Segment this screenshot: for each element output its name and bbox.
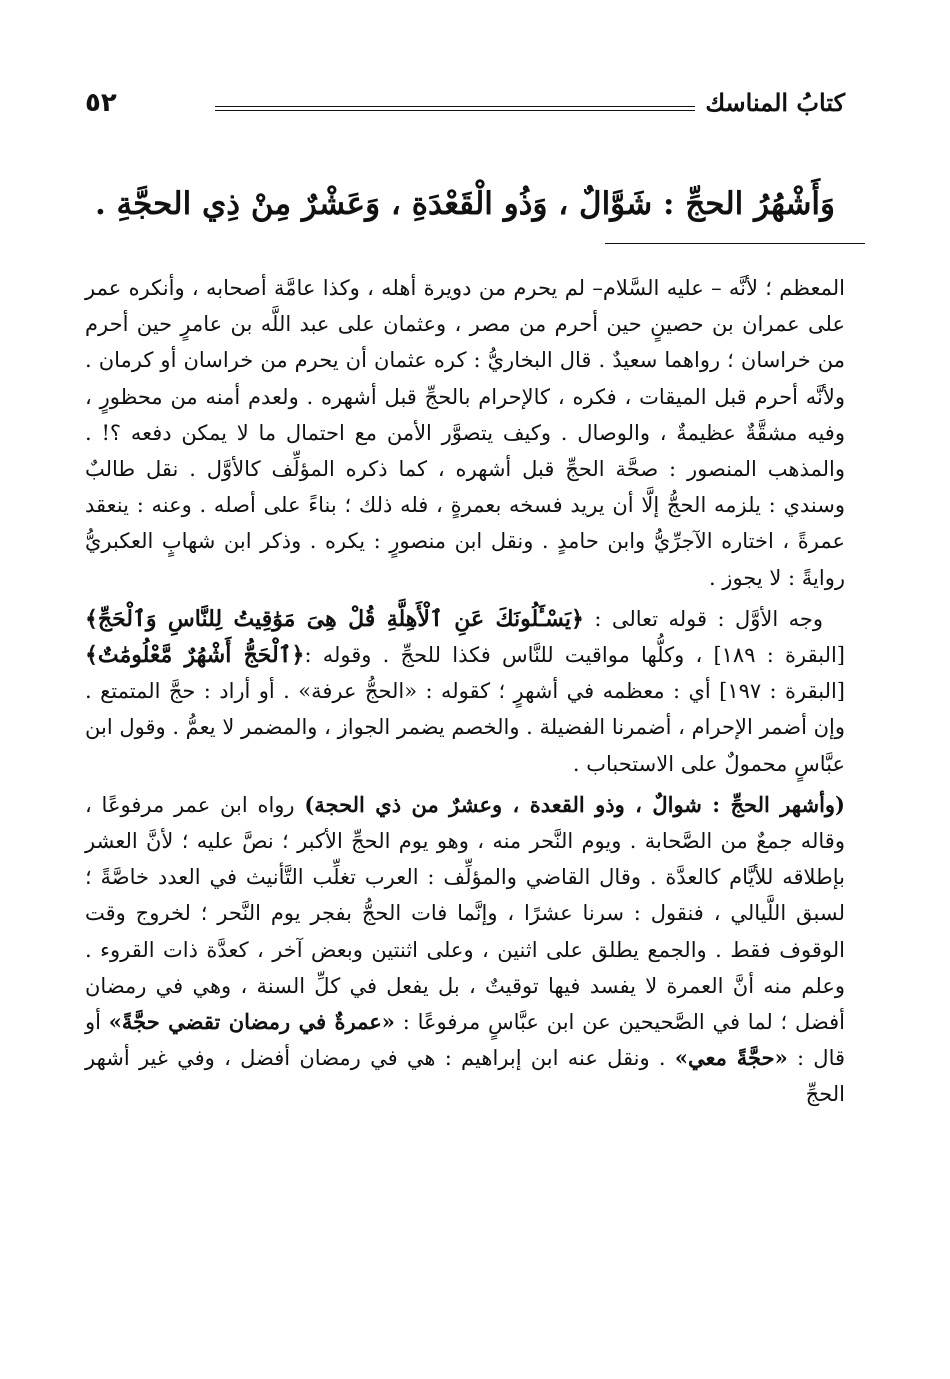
paragraph-1: المعظم ؛ لأنَّه – عليه السَّلام– لم يحرم من دويرة أهله ، وكذا عامَّة أصحابه ، وأنكره عمر على عمران بن حصينٍ حين أحرم من مصر ، وعثمان على عبد اللَّه بن عامرٍ حين أحرم من خراسان ؛ رواهما سعيدٌ . قال البخاريُّ : كره عثمان أن يحرم من خراسان أو كرمان . ولأنَّه أحرم قبل الميقات ، فكره ، كالإحرام بالحجِّ قبل أشهره . ولعدم أمنه من محظورٍ ، وفيه مشقَّةٌ عظيمةٌ ، والوصال . وكيف يتصوَّر الأمن مع احتمال ما لا يمكن دفعه ؟! . والمذهب المنصور : صحَّة الحجِّ قبل أشهره ، كما ذكره المؤلِّف كالأوَّل . نقل طالبٌ وسندي : يلزمه الحجُّ إلَّا أن يريد فسخه بعمرةٍ ، فله ذلك ؛ بناءً على أصله . وعنه : ينعقد عمرةً ، اختاره الآجرِّيُّ وابن حامدٍ . ونقل ابن منصورٍ : يكره . وذكر ابن شهابٍ العكبريُّ روايةً : لا يجوز . [85,276,845,590]
p3-matn-quote: (وأشهر الحجِّ : شوالٌ ، وذو القعدة ، وعشرٌ من ذي الحجة) [304,791,845,817]
hadith-quote-1: «عمرةٌ في رمضان تقضي حجَّةً» [108,1009,395,1035]
header-rule [215,106,695,111]
p2-text-a: وجه الأوَّل : قوله تعالى : [583,606,823,631]
hadith-quote-2: «حجَّةً معي» [674,1045,788,1071]
p3-text-a: رواه ابن عمر مرفوعًا ، وقاله جمعٌ من الصَّحابة . ويوم النَّحر منه ، وهو يوم الحجِّ الأكبر ؛ نصَّ عليه ؛ لأنَّ العشر بإطلاقه للأيَّام كالعدَّة . وقال القاضي والمؤلِّف : العرب تغلِّب التَّأنيث في العدد خاصَّةً ؛ لسبق اللَّيالي ، فنقول : سرنا عشرًا ، وإنَّما فات الحجُّ بفجر يوم النَّحر ؛ لخروج وقت الوقوف فقط . والجمع يطلق على اثنين ، وعلى اثنتين وبعض آخر ، كعدَّة ذات القروء . وعلم منه أنَّ العمرة لا يفسد فيها توقيتٌ ، بل يفعل في كلِّ السنة ، وهي في رمضان أفضل ؛ لما في الصَّحيحين عن ابن عبَّاسٍ مرفوعًا : [85,792,845,1035]
p3-text-b: أو قال : [85,1010,846,1071]
matn-text: وَأَشْهُرُ الحجِّ : شَوَّالٌ ، وَذُو الْقَعْدَةِ ، وَعَشْرٌ مِنْ ذِي الحجَّةِ . [94,186,836,222]
paragraph-3 [85,787,845,1113]
quran-verse-1: ﴿يَسْـَٔلُونَكَ عَنِ ٱلْأَهِلَّةِ قُلْ هِىَ مَوَٰقِيتُ لِلنَّاسِ وَٱلْحَجِّ﴾ [85,605,584,632]
quran-verse-2: ﴿ٱلْحَجُّ أَشْهُرٌ مَّعْلُومَٰتٌ﴾ [85,642,305,669]
book-title: كتابُ المناسك [705,88,845,117]
page-number: ٥٢ [85,88,117,118]
commentary-body [85,270,845,1118]
p2-text-b: [البقرة : ١٨٩] ، وكلُّها مواقيت للنَّاس فكذا للحجِّ . وقوله : [304,643,845,668]
p3-text-c: . ونقل عنه ابن إبراهيم : هي في رمضان أفضل ، وفي غير أشهر الحجِّ [85,1046,845,1107]
p2-text-c: [البقرة : ١٩٧] أي : معظمه في أشهرٍ ؛ كقوله : «الحجُّ عرفة» . أو أراد : حجَّ المتمتع . وإن أضمر الإحرام ، أضمرنا الفضيلة . والخصم يضمر الجواز ، والمضمر لا يعمُّ . وقول ابن عبَّاسٍ محمولٌ على الاستحباب . [85,679,845,776]
footnote-divider [605,243,865,244]
paragraph-2 [85,601,845,782]
page-header [85,88,845,128]
